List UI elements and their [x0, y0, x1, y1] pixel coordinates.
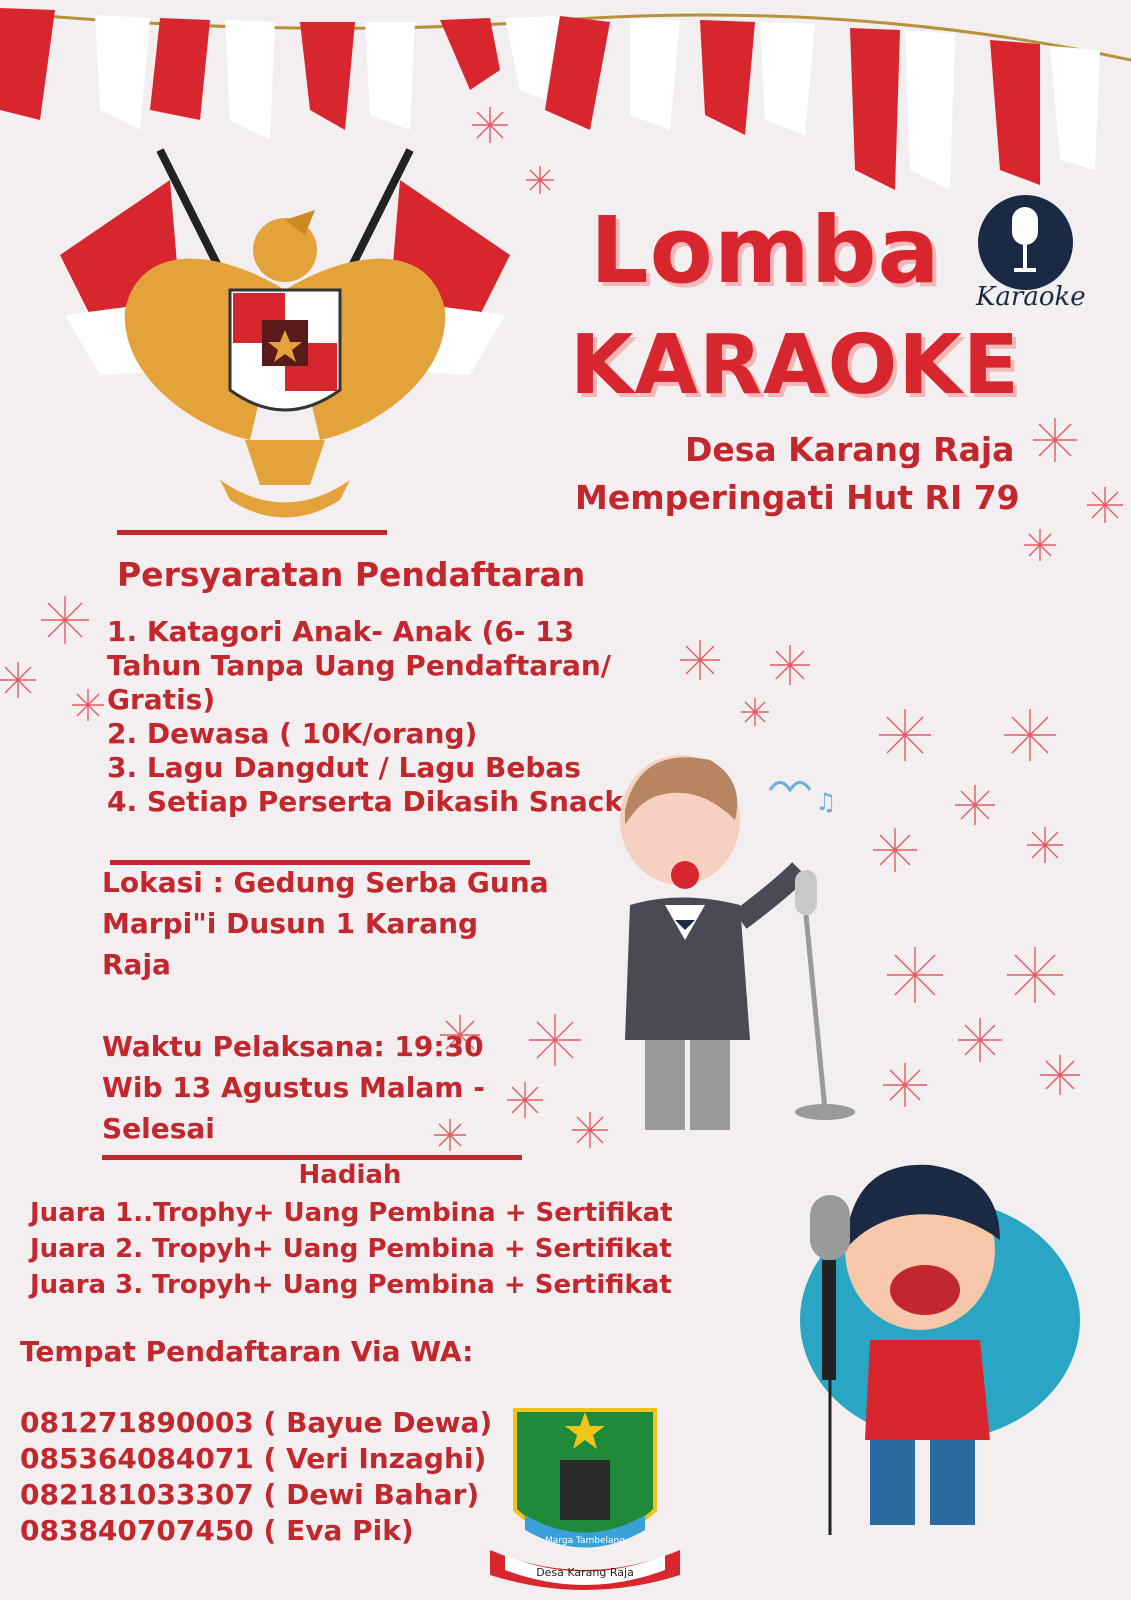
list-item: 4. Setiap Perserta Dikasih Snack	[107, 785, 624, 818]
location-line: Lokasi : Gedung Serba Guna	[102, 866, 549, 899]
title-karaoke: KARAOKE	[570, 318, 1020, 413]
contact-item: 082181033307 ( Dewi Bahar)	[20, 1478, 480, 1511]
list-item: 1. Katagori Anak- Anak (6- 13	[107, 615, 575, 648]
list-item: 2. Dewasa ( 10K/orang)	[107, 717, 478, 750]
divider	[117, 530, 387, 535]
prize-item: Juara 2. Tropyh+ Uang Pembina + Sertifikat	[30, 1234, 672, 1264]
prize-item: Juara 1..Trophy+ Uang Pembina + Sertifikat	[30, 1198, 673, 1228]
contact-item: 085364084071 ( Veri Inzaghi)	[20, 1442, 487, 1475]
microphone-icon	[978, 195, 1073, 290]
village-emblem-ribbon-label: Desa Karang Raja	[536, 1566, 634, 1579]
contact-list	[20, 1405, 492, 1549]
karaoke-badge-label: Karaoke	[976, 282, 1086, 312]
time-line: Selesai	[102, 1112, 215, 1145]
svg-text:♫: ♫	[815, 788, 837, 816]
requirements-heading: Persyaratan Pendaftaran	[117, 555, 586, 594]
registration-heading: Tempat Pendaftaran Via WA:	[20, 1335, 474, 1368]
title-lomba: Lomba	[590, 197, 941, 304]
prize-item: Juara 3. Tropyh+ Uang Pembina + Sertifikat	[30, 1270, 672, 1300]
contact-item: 081271890003 ( Bayue Dewa)	[20, 1406, 493, 1439]
list-item: Tahun Tanpa Uang Pendaftaran/	[107, 649, 611, 682]
prizes-heading: Hadiah	[298, 1160, 402, 1190]
subtitle-occasion: Memperingati Hut RI 79	[575, 478, 1020, 517]
location-block	[102, 862, 549, 985]
time-block	[102, 1026, 485, 1149]
singer-boy-mic-illustration	[770, 1140, 1110, 1540]
subtitle-village: Desa Karang Raja	[685, 430, 1015, 469]
village-emblem-inner-label: Marga Tambelang	[545, 1536, 625, 1546]
location-line: Raja	[102, 948, 171, 981]
contact-item: 083840707450 ( Eva Pik)	[20, 1514, 414, 1547]
singer-boy-tuxedo-illustration	[600, 740, 900, 1160]
karaoke-badge	[978, 195, 1073, 290]
list-item: Gratis)	[107, 683, 216, 716]
time-line: Wib 13 Agustus Malam -	[102, 1071, 485, 1104]
garuda-emblem	[30, 140, 540, 530]
list-item: 3. Lagu Dangdut / Lagu Bebas	[107, 751, 581, 784]
time-line: Waktu Pelaksana: 19:30	[102, 1030, 484, 1063]
prizes-list	[30, 1195, 673, 1303]
location-line: Marpi"i Dusun 1 Karang	[102, 907, 479, 940]
requirements-list	[107, 615, 627, 819]
village-emblem	[485, 1390, 685, 1595]
